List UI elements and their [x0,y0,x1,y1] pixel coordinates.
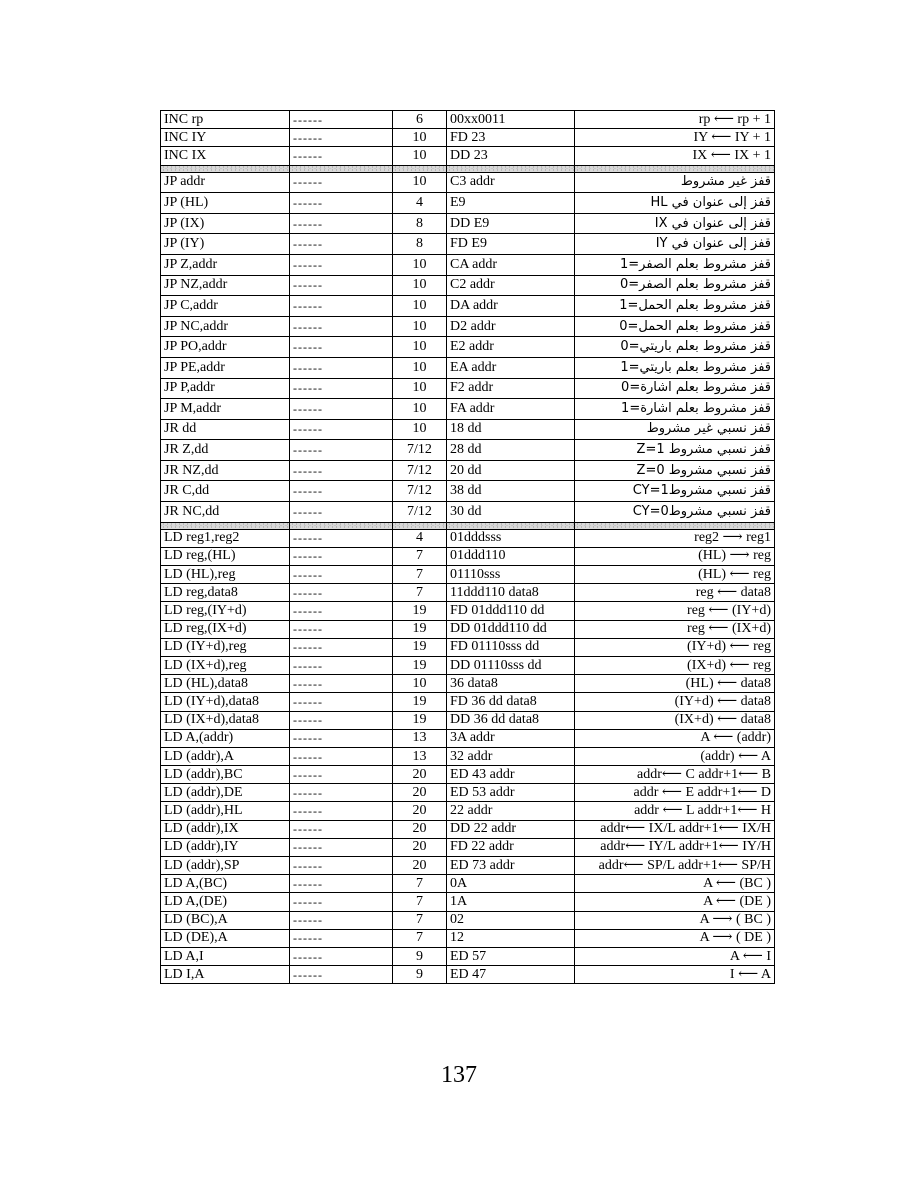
cycles-cell: 7 [393,875,447,893]
opcode-cell: 20 dd [447,460,575,481]
cycles-cell: 9 [393,966,447,984]
cycles-cell: 19 [393,693,447,711]
flags-cell: ------ [290,766,393,784]
flags-cell: ------ [290,693,393,711]
flags-cell: ------ [290,947,393,965]
operation-cell: addr ⟵ L addr+1⟵ H [575,802,775,820]
table-row [161,440,775,461]
table-row [161,802,775,820]
table-row [161,111,775,129]
mnemonic-cell: LD (HL),data8 [161,675,290,693]
table-row [161,584,775,602]
flags-cell: ------ [290,675,393,693]
opcode-cell: FD 01ddd110 dd [447,602,575,620]
cycles-cell: 9 [393,947,447,965]
flags-cell: ------ [290,378,393,399]
opcode-cell: 01dddsss [447,529,575,547]
operation-cell: addr⟵ SP/L addr+1⟵ SP/H [575,857,775,875]
opcode-cell: FD E9 [447,234,575,255]
operation-cell: قفز مشروط بعلم الحمل=0 [575,316,775,337]
flags-cell: ------ [290,481,393,502]
operation-cell: A ⟵ (DE ) [575,893,775,911]
flags-cell: ------ [290,440,393,461]
table-row [161,875,775,893]
operation-cell: reg ⟵ data8 [575,584,775,602]
opcode-cell: DD 22 addr [447,820,575,838]
cycles-cell: 20 [393,857,447,875]
operation-cell: قفز مشروط بعلم الصفر=1 [575,254,775,275]
opcode-cell: 30 dd [447,502,575,523]
operation-cell: قفز مشروط بعلم اشارة=1 [575,399,775,420]
mnemonic-cell: LD (addr),IY [161,838,290,856]
table-row [161,966,775,984]
cycles-cell: 7 [393,584,447,602]
cycles-cell: 10 [393,296,447,317]
table-row [161,213,775,234]
cycles-cell: 19 [393,711,447,729]
mnemonic-cell: JP Z,addr [161,254,290,275]
cycles-cell: 10 [393,378,447,399]
flags-cell: ------ [290,747,393,765]
operation-cell: قفز إلى عنوان في IY [575,234,775,255]
opcode-cell: 01ddd110 [447,547,575,565]
mnemonic-cell: LD A,(DE) [161,893,290,911]
cycles-cell: 4 [393,529,447,547]
opcode-cell: 12 [447,929,575,947]
mnemonic-cell: INC rp [161,111,290,129]
mnemonic-cell: LD reg,(IX+d) [161,620,290,638]
mnemonic-cell: JR NZ,dd [161,460,290,481]
cycles-cell: 7 [393,929,447,947]
flags-cell: ------ [290,584,393,602]
cycles-cell: 19 [393,656,447,674]
table-row [161,675,775,693]
opcode-cell: CA addr [447,254,575,275]
flags-cell: ------ [290,820,393,838]
opcode-cell: 02 [447,911,575,929]
flags-cell: ------ [290,729,393,747]
mnemonic-cell: LD (DE),A [161,929,290,947]
flags-cell: ------ [290,111,393,129]
flags-cell: ------ [290,129,393,147]
flags-cell: ------ [290,419,393,440]
table-row [161,234,775,255]
table-row [161,857,775,875]
cycles-cell: 7 [393,547,447,565]
flags-cell: ------ [290,602,393,620]
table-row [161,911,775,929]
flags-cell: ------ [290,784,393,802]
cycles-cell: 20 [393,766,447,784]
operation-cell: قفز نسبي مشروطCY=0 [575,502,775,523]
separator-cell [393,165,447,172]
flags-cell: ------ [290,857,393,875]
table-row [161,529,775,547]
table-row [161,820,775,838]
opcode-cell: ED 57 [447,947,575,965]
separator-cell [575,165,775,172]
group-separator [161,165,775,172]
flags-cell: ------ [290,911,393,929]
flags-cell: ------ [290,316,393,337]
flags-cell: ------ [290,147,393,165]
cycles-cell: 13 [393,729,447,747]
mnemonic-cell: LD reg1,reg2 [161,529,290,547]
group-separator [161,522,775,529]
cycles-cell: 10 [393,357,447,378]
separator-cell [393,522,447,529]
table-row [161,693,775,711]
table-row [161,337,775,358]
flags-cell: ------ [290,838,393,856]
cycles-cell: 7 [393,911,447,929]
cycles-cell: 6 [393,111,447,129]
flags-cell: ------ [290,547,393,565]
cycles-cell: 7 [393,566,447,584]
table-row [161,638,775,656]
operation-cell: (addr) ⟵ A [575,747,775,765]
operation-cell: قفز إلى عنوان في HL [575,193,775,214]
flags-cell: ------ [290,566,393,584]
mnemonic-cell: JP P,addr [161,378,290,399]
mnemonic-cell: JR NC,dd [161,502,290,523]
table-row [161,747,775,765]
separator-cell [447,522,575,529]
mnemonic-cell: JP addr [161,172,290,193]
opcode-cell: 18 dd [447,419,575,440]
opcode-cell: E9 [447,193,575,214]
instruction-table-body [161,111,775,984]
mnemonic-cell: LD A,(addr) [161,729,290,747]
flags-cell: ------ [290,929,393,947]
opcode-cell: FD 22 addr [447,838,575,856]
table-row [161,784,775,802]
flags-cell: ------ [290,893,393,911]
cycles-cell: 10 [393,419,447,440]
table-row [161,766,775,784]
operation-cell: rp ⟵ rp + 1 [575,111,775,129]
mnemonic-cell: LD (addr),HL [161,802,290,820]
mnemonic-cell: JP (HL) [161,193,290,214]
table-row [161,729,775,747]
cycles-cell: 13 [393,747,447,765]
opcode-cell: FA addr [447,399,575,420]
cycles-cell: 10 [393,129,447,147]
cycles-cell: 20 [393,784,447,802]
mnemonic-cell: INC IX [161,147,290,165]
table-row [161,711,775,729]
flags-cell: ------ [290,275,393,296]
flags-cell: ------ [290,337,393,358]
table-row [161,838,775,856]
opcode-cell: 1A [447,893,575,911]
opcode-cell: DD 01110sss dd [447,656,575,674]
cycles-cell: 8 [393,213,447,234]
mnemonic-cell: LD (addr),BC [161,766,290,784]
cycles-cell: 10 [393,254,447,275]
cycles-cell: 20 [393,820,447,838]
table-row [161,378,775,399]
cycles-cell: 10 [393,172,447,193]
flags-cell: ------ [290,357,393,378]
separator-cell [290,165,393,172]
table-row [161,172,775,193]
operation-cell: reg2 ⟶ reg1 [575,529,775,547]
table-row [161,275,775,296]
opcode-cell: EA addr [447,357,575,378]
flags-cell: ------ [290,711,393,729]
table-row [161,656,775,674]
operation-cell: قفز مشروط بعلم الصفر=0 [575,275,775,296]
opcode-cell: 11ddd110 data8 [447,584,575,602]
opcode-cell: 0A [447,875,575,893]
operation-cell: A ⟶ ( BC ) [575,911,775,929]
operation-cell: IY ⟵ IY + 1 [575,129,775,147]
opcode-cell: E2 addr [447,337,575,358]
operation-cell: (IY+d) ⟵ data8 [575,693,775,711]
flags-cell: ------ [290,213,393,234]
table-row [161,947,775,965]
mnemonic-cell: LD reg,(IY+d) [161,602,290,620]
operation-cell: addr ⟵ E addr+1⟵ D [575,784,775,802]
table-row [161,602,775,620]
flags-cell: ------ [290,234,393,255]
table-row [161,502,775,523]
cycles-cell: 19 [393,602,447,620]
operation-cell: (IX+d) ⟵ data8 [575,711,775,729]
opcode-cell: C2 addr [447,275,575,296]
operation-cell: (IY+d) ⟵ reg [575,638,775,656]
opcode-cell: FD 01110sss dd [447,638,575,656]
table-row [161,620,775,638]
mnemonic-cell: LD reg,data8 [161,584,290,602]
table-row [161,193,775,214]
opcode-cell: DD 36 dd data8 [447,711,575,729]
operation-cell: (IX+d) ⟵ reg [575,656,775,674]
operation-cell: قفز مشروط بعلم باريتي=1 [575,357,775,378]
opcode-cell: 22 addr [447,802,575,820]
operation-cell: I ⟵ A [575,966,775,984]
cycles-cell: 20 [393,802,447,820]
opcode-cell: DD E9 [447,213,575,234]
flags-cell: ------ [290,296,393,317]
cycles-cell: 7/12 [393,440,447,461]
operation-cell: قفز نسبي مشروطCY=1 [575,481,775,502]
separator-cell [575,522,775,529]
operation-cell: قفز نسبي غير مشروط [575,419,775,440]
opcode-cell: 28 dd [447,440,575,461]
table-row [161,254,775,275]
flags-cell: ------ [290,254,393,275]
flags-cell: ------ [290,638,393,656]
opcode-cell: F2 addr [447,378,575,399]
operation-cell: قفز نسبي مشروط Z=1 [575,440,775,461]
table-row [161,460,775,481]
mnemonic-cell: INC IY [161,129,290,147]
mnemonic-cell: LD (IX+d),data8 [161,711,290,729]
mnemonic-cell: LD (addr),DE [161,784,290,802]
page-number: 137 [441,1062,477,1088]
flags-cell: ------ [290,656,393,674]
operation-cell: قفز غير مشروط [575,172,775,193]
table-row [161,481,775,502]
mnemonic-cell: LD (IX+d),reg [161,656,290,674]
cycles-cell: 10 [393,337,447,358]
opcode-cell: ED 53 addr [447,784,575,802]
opcode-cell: 00xx0011 [447,111,575,129]
operation-cell: addr⟵ C addr+1⟵ B [575,766,775,784]
flags-cell: ------ [290,193,393,214]
mnemonic-cell: LD (HL),reg [161,566,290,584]
mnemonic-cell: JP NC,addr [161,316,290,337]
cycles-cell: 4 [393,193,447,214]
flags-cell: ------ [290,966,393,984]
mnemonic-cell: LD (BC),A [161,911,290,929]
operation-cell: A ⟵ (BC ) [575,875,775,893]
cycles-cell: 10 [393,316,447,337]
opcode-cell: DD 01ddd110 dd [447,620,575,638]
mnemonic-cell: LD (addr),IX [161,820,290,838]
cycles-cell: 19 [393,620,447,638]
cycles-cell: 7/12 [393,460,447,481]
operation-cell: A ⟶ ( DE ) [575,929,775,947]
mnemonic-cell: LD I,A [161,966,290,984]
operation-cell: A ⟵ I [575,947,775,965]
table-row [161,566,775,584]
mnemonic-cell: JP M,addr [161,399,290,420]
table-row [161,399,775,420]
mnemonic-cell: LD A,I [161,947,290,965]
mnemonic-cell: JR dd [161,419,290,440]
operation-cell: قفز إلى عنوان في IX [575,213,775,234]
opcode-cell: FD 23 [447,129,575,147]
operation-cell: (HL) ⟵ data8 [575,675,775,693]
cycles-cell: 8 [393,234,447,255]
separator-cell [161,522,290,529]
flags-cell: ------ [290,875,393,893]
table-row [161,419,775,440]
operation-cell: IX ⟵ IX + 1 [575,147,775,165]
operation-cell: (HL) ⟵ reg [575,566,775,584]
flags-cell: ------ [290,802,393,820]
operation-cell: قفز مشروط بعلم الحمل=1 [575,296,775,317]
mnemonic-cell: JP (IY) [161,234,290,255]
instruction-table [160,110,775,984]
cycles-cell: 20 [393,838,447,856]
mnemonic-cell: LD (addr),SP [161,857,290,875]
table-row [161,316,775,337]
opcode-cell: C3 addr [447,172,575,193]
opcode-cell: ED 47 [447,966,575,984]
opcode-cell: 36 data8 [447,675,575,693]
flags-cell: ------ [290,502,393,523]
mnemonic-cell: LD (IY+d),reg [161,638,290,656]
mnemonic-cell: JP PO,addr [161,337,290,358]
cycles-cell: 7 [393,893,447,911]
opcode-cell: ED 73 addr [447,857,575,875]
operation-cell: (HL) ⟶ reg [575,547,775,565]
cycles-cell: 7/12 [393,502,447,523]
mnemonic-cell: LD (IY+d),data8 [161,693,290,711]
flags-cell: ------ [290,399,393,420]
separator-cell [290,522,393,529]
table-row [161,147,775,165]
table-row [161,547,775,565]
opcode-cell: 32 addr [447,747,575,765]
flags-cell: ------ [290,620,393,638]
opcode-cell: 3A addr [447,729,575,747]
operation-cell: قفز نسبي مشروط Z=0 [575,460,775,481]
separator-cell [447,165,575,172]
mnemonic-cell: LD A,(BC) [161,875,290,893]
cycles-cell: 10 [393,399,447,420]
opcode-cell: D2 addr [447,316,575,337]
opcode-cell: DD 23 [447,147,575,165]
flags-cell: ------ [290,529,393,547]
cycles-cell: 19 [393,638,447,656]
opcode-cell: DA addr [447,296,575,317]
opcode-cell: 01110sss [447,566,575,584]
cycles-cell: 7/12 [393,481,447,502]
operation-cell: addr⟵ IX/L addr+1⟵ IX/H [575,820,775,838]
cycles-cell: 10 [393,675,447,693]
operation-cell: addr⟵ IY/L addr+1⟵ IY/H [575,838,775,856]
flags-cell: ------ [290,172,393,193]
cycles-cell: 10 [393,147,447,165]
table-row [161,893,775,911]
mnemonic-cell: LD reg,(HL) [161,547,290,565]
operation-cell: reg ⟵ (IX+d) [575,620,775,638]
cycles-cell: 10 [393,275,447,296]
opcode-cell: FD 36 dd data8 [447,693,575,711]
mnemonic-cell: JP C,addr [161,296,290,317]
table-row [161,357,775,378]
mnemonic-cell: JP (IX) [161,213,290,234]
mnemonic-cell: LD (addr),A [161,747,290,765]
flags-cell: ------ [290,460,393,481]
operation-cell: قفز مشروط بعلم اشارة=0 [575,378,775,399]
mnemonic-cell: JR Z,dd [161,440,290,461]
mnemonic-cell: JR C,dd [161,481,290,502]
operation-cell: reg ⟵ (IY+d) [575,602,775,620]
mnemonic-cell: JP NZ,addr [161,275,290,296]
mnemonic-cell: JP PE,addr [161,357,290,378]
table-row [161,296,775,317]
separator-cell [161,165,290,172]
table-row [161,929,775,947]
opcode-cell: ED 43 addr [447,766,575,784]
operation-cell: قفز مشروط بعلم باريتي=0 [575,337,775,358]
table-row [161,129,775,147]
instruction-table-container [160,110,774,984]
opcode-cell: 38 dd [447,481,575,502]
operation-cell: A ⟵ (addr) [575,729,775,747]
